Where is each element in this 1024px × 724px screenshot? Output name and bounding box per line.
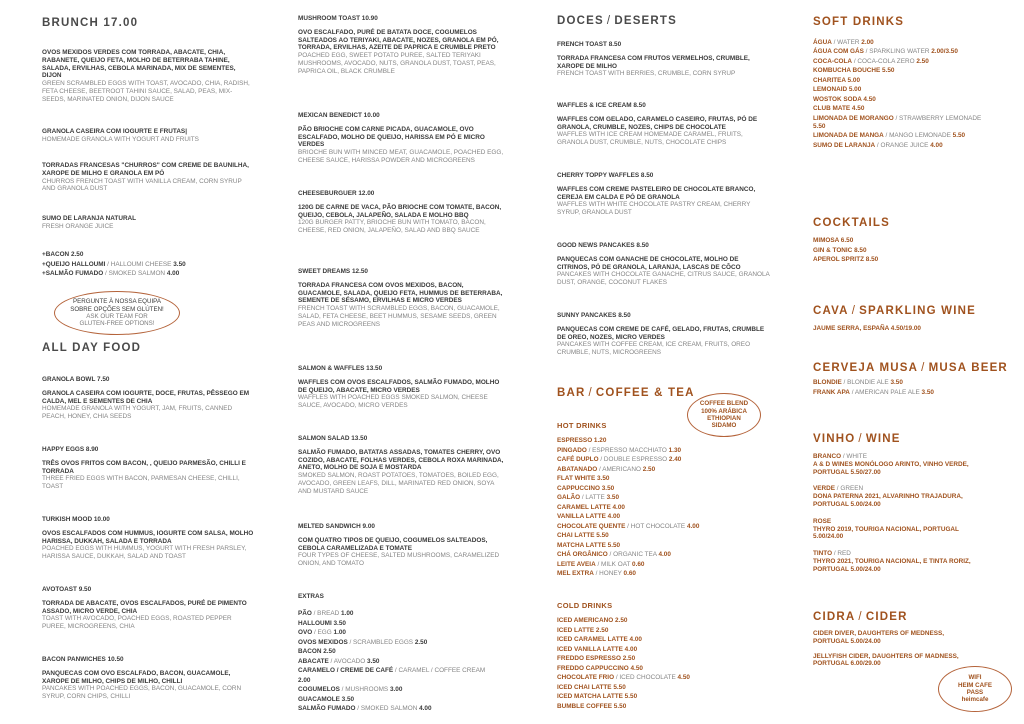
list-item: A & D WINES MONÓLOGO ARINTO, VINHO VERDE, PORTUGAL 5.50/27.00 (813, 460, 969, 476)
brunch-extras-list (42, 250, 254, 279)
list-item: +QUEIJO HALLOUMI / HALLOUMI CHEESE 3.50 (42, 260, 186, 268)
list-item: OVOS MEXIDOS / SCRAMBLED EGGS 2.50 (298, 638, 428, 646)
list-item: ICED MATCHA LATTE 5.50 (557, 693, 638, 700)
list-item: BACON 2.50 (298, 648, 336, 655)
list-item: CHOCOLATE FRIO / ICED CHOCOLATE 4.50 (557, 674, 690, 681)
list-item: LEMONAID 5.00 (813, 86, 862, 94)
dessert-item: GOOD NEWS PANCAKES 8.50 PANQUECAS COM GANACHE DE CHOCOLATE, MOLHO DE CITRINOS, PÓ DE GRANOLA, LARANJA, LASCAS DE CÔCO PANCAKES WITH CHOCOLATE GANACHE, CITRUS SAUCE, GRANOLA DUST, ORANGE, COCONUT FLAKES (557, 242, 770, 287)
list-item: CAFÉ DUPLO / DOUBLE ESPRESSO 2.40 (557, 456, 682, 463)
list-item: MIMOSA 6.50 (813, 237, 854, 244)
wifi-badge: WIFI HEIM CAFE PASS heimcafe (938, 666, 1012, 712)
menu-item: SALMON & WAFFLES 13.50 WAFFLES COM OVOS ESCALFADOS, SALMÃO FUMADO, MOLHO DE QUEIJO, ABACATE, MICRO VERDES WAFFLES WITH POACHED EGGS SMOKED SALMON, CHEESE SAUCE, AVOCADO, MICRO VERDES (298, 365, 500, 410)
list-item: FREDDO ESPRESSO 2.50 (557, 655, 636, 662)
wine-list (813, 453, 985, 575)
list-item: WOSTOK SODA 4.50 (813, 95, 876, 103)
brunch-item: TORRADAS FRANCESAS "CHURROS" COM CREME DE BAUNILHA, XAROPE DE MILHO E GRANOLA EM PÓ CHURROS FRENCH TOAST WITH VANILLA CREAM, CORN SYRUP AND GRANOLA DUST (42, 162, 249, 193)
list-item: CIDER DIVER, DAUGHTERS OF MEDNESS, PORTUGAL 5.00/24.00 (813, 630, 945, 645)
list-item: GUACAMOLE 3.50 (298, 695, 355, 703)
menu-item: TURKISH MOOD 10.00 OVOS ESCALFADOS COM HUMMUS, IOGURTE COM SALSA, MOLHO HARISSA, DUKKAH, SALADA E TORRADA POACHED EGGS WITH HUMMUS, YOGURT WITH FRESH PARSLEY, HARISSA SAUCE, DUKKAH, SALAD AND TOAST (42, 516, 254, 561)
list-item: CLUB MATE 4.50 (813, 105, 865, 113)
list-item: LIMONADA DE MORANGO / STRAWBERRY LEMONADE 5.50 (813, 114, 982, 130)
cava-list (813, 324, 985, 334)
desserts-title: DOCES / DESERTS (557, 15, 678, 27)
list-item: MATCHA LATTE 5.50 (557, 541, 621, 549)
gluten-free-note: PERGUNTE À NOSSA EQUIPA SOBRE OPÇÕES SEM GLÚTEN! ASK OUR TEAM FOR GLUTEN-FREE OPTIONS! (54, 291, 180, 335)
list-item: LIMONADA DE MANGA / MANGO LEMONADE 5.50 (813, 132, 966, 140)
list-item: THYRO 2019, TOURIGA NACIONAL, PORTUGAL 5.00/24.00 (813, 525, 959, 541)
list-item: +SALMÃO FUMADO / SMOKED SALMON 4.00 (42, 270, 180, 277)
brunch-title: BRUNCH 17.00 (42, 17, 139, 29)
menu-item: GRANOLA BOWL 7.50 GRANOLA CASEIRA COM IOGURTE, DOCE, FRUTAS, PÊSSEGO EM CALDA, MEL E SEMENTES DE CHIA HOMEMADE GRANOLA WITH YOGURT, JAM, FRUITS, CANNED PEACH, HONEY, CHIA SEEDS (42, 376, 250, 421)
menu-item: BACON PANWICHES 10.50 PANQUECAS COM OVO ESCALFADO, BACON, GUACAMOLE, XAROPE DE MILHO, CHIPS DE MILHO, CHILLI PANCAKES WITH POACHED EGGS, BACON, GUACAMOLE, CORN SYRUP, CORN CHIPS, CHILLI (42, 656, 242, 701)
list-item: THYRO 2021, TOURIGA NACIONAL, E TINTA RORIZ, PORTUGAL 5.00/24.00 (813, 557, 971, 573)
list-item: GIN & TONIC 8.50 (813, 246, 867, 254)
list-item: CHOCOLATE QUENTE / HOT CHOCOLATE 4.00 (557, 522, 700, 530)
list-item: COGUMELOS / MUSHROOMS 3.00 (298, 686, 403, 693)
list-item: PÃO / BREAD 1.00 (298, 610, 354, 617)
list-item: PINGADO / ESPRESSO MACCHIATO 1.30 (557, 446, 682, 454)
beer-list (813, 378, 985, 397)
cider-title: CIDRA / CIDER (813, 611, 908, 623)
list-item: CHAI LATTE 5.50 (557, 532, 609, 539)
list-item: APEROL SPRITZ 8.50 (813, 256, 879, 263)
cider-list (813, 630, 961, 670)
list-item: SALMÃO FUMADO / SMOKED SALMON 4.00 (298, 705, 432, 712)
list-item: ICED VANILLA LATTE 4.00 (557, 645, 638, 653)
list-item: +BACON 2.50 (42, 251, 84, 258)
list-item: MEL EXTRA / HONEY 0.60 (557, 570, 636, 577)
list-item: ESPRESSO 1.20 (557, 437, 607, 444)
list-item: BUMBLE COFFEE 5.50 (557, 702, 627, 710)
list-item: BLONDIE / BLONDIE ALE 3.50 (813, 379, 903, 386)
list-item: 2.00 (298, 676, 311, 684)
dessert-item: FRENCH TOAST 8.50 TORRADA FRANCESA COM FRUTOS VERMELHOS, CRUMBLE, XAROPE DE MILHO FRENCH TOAST WITH BERRIES, CRUMBLE, CORN SYRUP (557, 41, 750, 78)
list-item: CHARITEA 5.00 (813, 76, 860, 84)
list-item: ICED LATTE 2.50 (557, 626, 609, 634)
list-item: ÁGUA / WATER 2.00 (813, 39, 874, 46)
extras-list (298, 609, 508, 714)
list-item: TINTO / RED (813, 550, 851, 558)
list-item: CAPPUCCINO 3.50 (557, 484, 615, 492)
list-item: BRANCO / WHITE (813, 453, 867, 460)
list-item: HALLOUMI 3.50 (298, 619, 346, 627)
cold-drinks-title: COLD DRINKS (557, 601, 613, 610)
list-item: CARAMEL LATTE 4.00 (557, 503, 625, 511)
cocktails-title: COCKTAILS (813, 217, 891, 229)
beer-title: CERVEJA MUSA / MUSA BEER (813, 362, 1008, 374)
list-item: FREDDO CAPPUCCINO 4.50 (557, 664, 643, 672)
extras-heading: EXTRAS (298, 593, 324, 600)
list-item: FLAT WHITE 3.50 (557, 475, 610, 482)
list-item: OVO / EGG 1.00 (298, 629, 346, 636)
list-item: COCA-COLA / COCA-COLA ZERO 2.50 (813, 57, 929, 65)
list-item: VANILLA LATTE 4.00 (557, 513, 621, 520)
brunch-item: GRANOLA CASEIRA COM IOGURTE E FRUTAS| HOMEMADE GRANOLA WITH YOGURT AND FRUITS (42, 128, 199, 143)
dessert-item: SUNNY PANCAKES 8.50 PANQUECAS COM CREME DE CAFÉ, GELADO, FRUTAS, CRUMBLE DE OREO, NOZES, MICRO VERDES PANCAKES WITH COFFEE CREAM, ICE CREAM, FRUITS, OREO CRUMBLE, NUTS, MICROGREENS (557, 312, 765, 357)
menu-item: HAPPY EGGS 8.90 TRÊS OVOS FRITOS COM BACON, , QUEIJO PARMESÃO, CHILLI E TORRADA THREE FRIED EGGS WITH BACON, PARMESAN CHEESE, CHILLI, TOAST (42, 446, 246, 491)
coffee-blend-badge: COFFEE BLEND 100% ARÁBICA ETHIOPIAN SIDAMO (687, 393, 761, 437)
soft-drinks-list (813, 39, 985, 151)
list-item: ÁGUA COM GÁS / SPARKLING WATER 2.00/3.50 (813, 48, 958, 56)
soft-drinks-title: SOFT DRINKS (813, 16, 905, 28)
list-item: JELLYFISH CIDER, DAUGHTERS OF MADNESS, PORTUGAL 6.00/29.00 (813, 652, 959, 668)
dessert-item: CHERRY TOPPY WAFFLES 8.50 WAFFLES COM CREME PASTELEIRO DE CHOCOLATE BRANCO, CEREJA EM CALDA E PÓ DE GRANOLA WAFFLES WITH WHITE CHOCOLATE PASTRY CREAM, CHERRY SYRUP, GRANOLA DUST (557, 172, 756, 217)
list-item: FRANK APA / AMERICAN PALE ALE 3.50 (813, 388, 934, 396)
list-item: ABACATE / AVOCADO 3.50 (298, 657, 380, 665)
menu-item: MEXICAN BENEDICT 10.00 PÃO BRIOCHE COM CARNE PICADA, GUACAMOLE, OVO ESCALFADO, MOLHO DE QUEIJO, HARISSA EM PÓ E MICRO VERDES BRIOCHE BUN WITH MINCED MEAT, GUACAMOLE, POACHED EGG, CHEESE SAUCE, HARISSA POWDER AND MICROGREENS (298, 112, 504, 164)
allday-title: ALL DAY FOOD (42, 342, 142, 354)
list-item: CHÁ ORGÂNICO / ORGANIC TEA 4.00 (557, 551, 671, 558)
list-item: ICED CARAMEL LATTE 4.00 (557, 636, 642, 643)
wine-title: VINHO / WINE (813, 433, 901, 445)
cold-drinks-list (557, 616, 770, 711)
menu-item: MUSHROOM TOAST 10.90 OVO ESCALFADO, PURÉ DE BATATA DOCE, COGUMELOS SALTEADOS AO TERIYAKI, ABACATE, NOZES, GRANOLA EM PÓ, TORRADA, ERVILHAS, AZEITE DE PAPRICA E CRUMBLE PRETO POACHED EGG, SWEET POTATO PUREE, SALTED TERIYAKI MUSHROOMS, AVOCADO, NUTS, GRANOLA DUST, TOAST, PEAS, PAPRICA OIL, BLACK CRUMBLE (298, 15, 499, 75)
dessert-item: WAFFLES & ICE CREAM 8.50 WAFFLES COM GELADO, CARAMELO CASEIRO, FRUTAS, PÓ DE GRANOLA, CRUMBLE, NOZES, CHIPS DE CHOCOLATE WAFFLES WITH ICE CREAM HOMEMADE CARAMEL, FRUITS, GRANOLA DUST, CRUMBLE, NUTS, CHOCOLATE CHIPS (557, 102, 758, 147)
brunch-item: OVOS MEXIDOS VERDES COM TORRADA, ABACATE, CHIA, RABANETE, QUEIJO FETA, MOLHO DE BETERRABA TAHINE, SALADA, ERVILHAS, CEBOLA MARINADA, MIX DE SEMENTES, DIJON GREEN SCRAMBLED EGGS WITH TOAST, AVOCADO, CHIA, RADISH, FETA CHEESE, BEETROOT TAHINI SAUCE, SALAD, PEAS, MIX-SEEDS, MARINATED ONION, DIJON SAUCE (42, 49, 250, 103)
list-item: KOMBUCHA BOUCHE 5.50 (813, 67, 895, 75)
cava-title: CAVA / SPARKLING WINE (813, 305, 976, 317)
list-item: GALÃO / LATTE 3.50 (557, 494, 620, 501)
list-item: DONA PATERNA 2021, ALVARINHO TRAJADURA, PORTUGAL 5.00/24.00 (813, 493, 963, 508)
list-item: ICED CHAI LATTE 5.50 (557, 683, 626, 691)
list-item: ABATANADO / AMERICANO 2.50 (557, 465, 656, 473)
list-item: ROSE (813, 517, 832, 525)
hot-drinks-title: HOT DRINKS (557, 421, 607, 430)
list-item: VERDE / GREEN (813, 485, 864, 493)
menu-item: SWEET DREAMS 12.50 TORRADA FRANCESA COM OVOS MEXIDOS, BACON, GUACAMOLE, SALADA, QUEIJO FETA, HUMMUS DE BETERRABA, SEMENTE DE SÉSAMO, ERVILHAS E MICRO VERDES FRENCH TOAST WITH SCRAMBLED EGGS, BACON, GUACAMOLE, SALAD, FETA CHEESE, BEET HUMMUS, SESAME SEEDS, GREEN PEAS AND MICROGREENS (298, 268, 503, 328)
cocktails-list (813, 236, 985, 265)
menu-item: SALMON SALAD 13.50 SALMÃO FUMADO, BATATAS ASSADAS, TOMATES CHERRY, OVO COZIDO, ABACATE, FOLHAS VERDES, CEBOLA ROXA MARINADA, ANETO, MOLHO DE SOJA E MOSTARDA SMOKED SALMON, ROAST POTATOES, TOMATOES, BOILED EGG, AVOCADO, GREEN LEAFS, DILL, MARINATED RED ONION, SOYA AND MUSTARD SAUCE (298, 435, 504, 495)
bar-coffee-title: BAR / COFFEE & TEA (557, 387, 695, 399)
menu-item: AVOTOAST 9.50 TORRADA DE ABACATE, OVOS ESCALFADOS, PURÉ DE PIMENTO ASSADO, MICRO VERDE, CHIA TOAST WITH AVOCADO, POACHED EGGS, ROASTED PEPPER PUREE, MICROGREENS, CHIA (42, 586, 247, 631)
list-item: ICED AMERICANO 2.50 (557, 617, 628, 624)
list-item: CARAMELO / CREME DE CAFÉ / CARAMEL / COFFEE CREAM (298, 667, 486, 674)
list-item: SUMO DE LARANJA / ORANGE JUICE 4.00 (813, 141, 943, 149)
menu-item: CHEESEBURGUER 12.00 120G DE CARNE DE VACA, PÃO BRIOCHE COM TOMATE, BACON, QUEIJO, CEBOLA, JALAPEÑO, SALADA E MOLHO BBQ 120G BURGER PATTY, BRIOCHE BUN WITH TOMATO, BACON, CHEESE, RED ONION, JALAPEÑO, SALAD AND BBQ SAUCE (298, 190, 502, 235)
brunch-item: SUMO DE LARANJA NATURAL FRESH ORANGE JUICE (42, 215, 137, 230)
hot-drinks-list (557, 436, 770, 579)
list-item: LEITE AVEIA / MILK OAT 0.60 (557, 560, 645, 568)
list-item: JAUME SERRA, ESPAÑA 4.50/19.00 (813, 325, 921, 332)
menu-item: MELTED SANDWICH 9.00 COM QUATRO TIPOS DE QUEIJO, COGUMELOS SALTEADOS, CEBOLA CARAMELIZADA E TOMATE FOUR TYPES OF CHEESE, SALTED MUSHROOMS, CARAMELIZED ONION, AND TOMATO (298, 523, 500, 568)
